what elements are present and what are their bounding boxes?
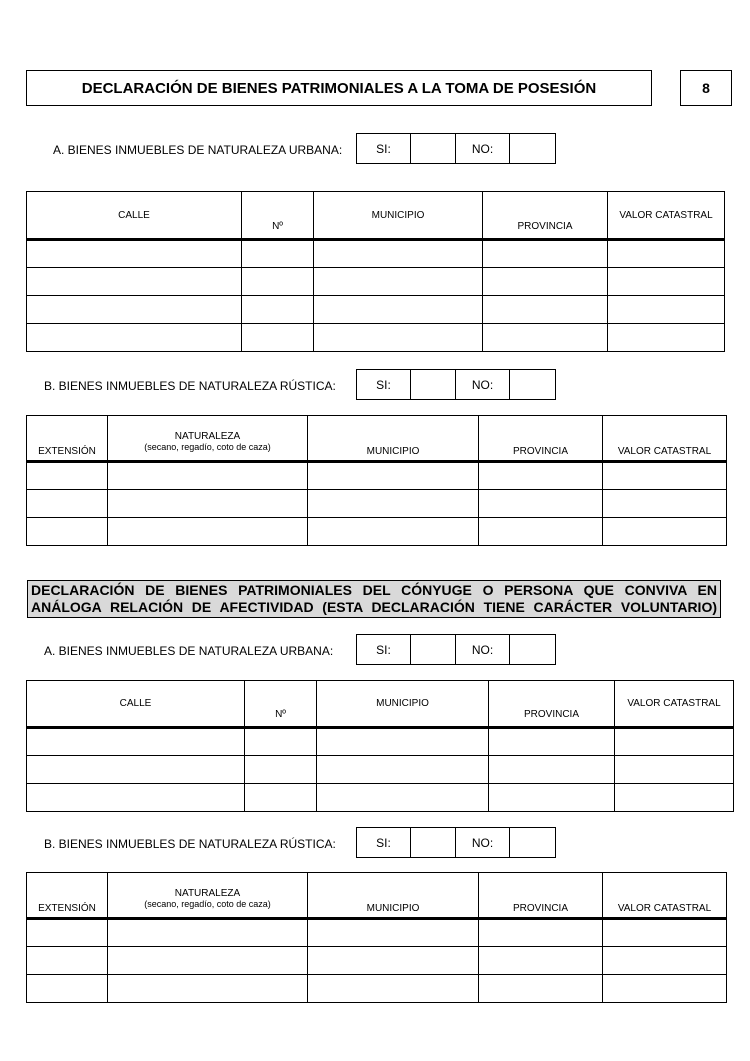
input-cell[interactable] bbox=[108, 490, 308, 518]
spouse-heading-line1: DECLARACIÓN DE BIENES PATRIMONIALES DEL CÓNYUGE O PERSONA QUE CONVIVA EN bbox=[31, 582, 717, 598]
input-cell[interactable] bbox=[608, 324, 725, 352]
no-checkbox[interactable] bbox=[510, 828, 555, 857]
input-cell[interactable] bbox=[615, 728, 734, 756]
column-header-valor-catastral: VALOR CATASTRAL bbox=[603, 873, 727, 919]
column-header-provincia: PROVINCIA bbox=[483, 192, 608, 240]
column-header-valor-catastral: VALOR CATASTRAL bbox=[608, 192, 725, 240]
column-header-municipio: MUNICIPIO bbox=[308, 416, 479, 462]
table-row bbox=[27, 324, 725, 352]
column-header-extension: EXTENSIÓN bbox=[27, 873, 108, 919]
table-row bbox=[27, 919, 727, 947]
input-cell[interactable] bbox=[483, 268, 608, 296]
no-label: NO: bbox=[456, 370, 510, 399]
no-checkbox[interactable] bbox=[510, 635, 555, 664]
yes-label: SI: bbox=[357, 828, 411, 857]
input-cell[interactable] bbox=[245, 784, 317, 812]
input-cell[interactable] bbox=[489, 728, 615, 756]
spouse-urban-yes-no-box bbox=[356, 634, 556, 665]
spouse-rustic-yes-no-box bbox=[356, 827, 556, 858]
table-row bbox=[27, 268, 725, 296]
naturaleza-label: NATURALEZA bbox=[174, 888, 241, 899]
rustic-properties-table bbox=[26, 415, 727, 546]
input-cell[interactable] bbox=[479, 947, 603, 975]
input-cell[interactable] bbox=[245, 728, 317, 756]
no-label: NO: bbox=[456, 635, 510, 664]
input-cell[interactable] bbox=[603, 947, 727, 975]
input-cell[interactable] bbox=[242, 296, 314, 324]
urban-properties-table bbox=[26, 191, 725, 352]
input-cell[interactable] bbox=[27, 919, 108, 947]
input-cell[interactable] bbox=[317, 728, 489, 756]
input-cell[interactable] bbox=[27, 728, 245, 756]
yes-checkbox[interactable] bbox=[411, 828, 456, 857]
input-cell[interactable] bbox=[483, 324, 608, 352]
input-cell[interactable] bbox=[27, 490, 108, 518]
naturaleza-detail: (secano, regadío, coto de caza) bbox=[144, 442, 271, 452]
input-cell[interactable] bbox=[615, 756, 734, 784]
input-cell[interactable] bbox=[483, 240, 608, 268]
spouse-section-heading bbox=[27, 580, 721, 618]
input-cell[interactable] bbox=[308, 490, 479, 518]
spouse-urban-properties-table bbox=[26, 680, 734, 812]
column-header-naturaleza bbox=[108, 416, 308, 462]
spouse-rustic-section-label: B. BIENES INMUEBLES DE NATURALEZA RÚSTICA: bbox=[44, 837, 336, 851]
input-cell[interactable] bbox=[27, 756, 245, 784]
column-header-calle: CALLE bbox=[27, 681, 245, 728]
yes-label: SI: bbox=[357, 370, 411, 399]
input-cell[interactable] bbox=[608, 268, 725, 296]
spouse-rustic-properties-table bbox=[26, 872, 727, 1003]
table-row bbox=[27, 947, 727, 975]
input-cell[interactable] bbox=[308, 947, 479, 975]
input-cell[interactable] bbox=[317, 784, 489, 812]
rustic-yes-no-box bbox=[356, 369, 556, 400]
input-cell[interactable] bbox=[608, 240, 725, 268]
table-row bbox=[27, 240, 725, 268]
column-header-provincia: PROVINCIA bbox=[479, 873, 603, 919]
input-cell[interactable] bbox=[308, 462, 479, 490]
column-header-calle: CALLE bbox=[27, 192, 242, 240]
column-header-municipio: MUNICIPIO bbox=[314, 192, 483, 240]
table-row bbox=[27, 296, 725, 324]
column-header-municipio: MUNICIPIO bbox=[308, 873, 479, 919]
input-cell[interactable] bbox=[603, 975, 727, 1003]
rustic-section-label: B. BIENES INMUEBLES DE NATURALEZA RÚSTICA: bbox=[44, 379, 336, 393]
input-cell[interactable] bbox=[603, 490, 727, 518]
input-cell[interactable] bbox=[479, 919, 603, 947]
column-header-valor-catastral: VALOR CATASTRAL bbox=[615, 681, 734, 728]
no-label: NO: bbox=[456, 134, 510, 163]
input-cell[interactable] bbox=[314, 324, 483, 352]
spouse-heading-line2: ANÁLOGA RELACIÓN DE AFECTIVIDAD (ESTA DECLARACIÓN TIENE CARÁCTER VOLUNTARIO) bbox=[31, 599, 717, 615]
input-cell[interactable] bbox=[603, 462, 727, 490]
column-header-provincia: PROVINCIA bbox=[489, 681, 615, 728]
input-cell[interactable] bbox=[27, 268, 242, 296]
spouse-urban-section-label: A. BIENES INMUEBLES DE NATURALEZA URBANA: bbox=[44, 644, 334, 658]
input-cell[interactable] bbox=[242, 268, 314, 296]
input-cell[interactable] bbox=[108, 975, 308, 1003]
input-cell[interactable] bbox=[27, 975, 108, 1003]
input-cell[interactable] bbox=[314, 240, 483, 268]
yes-label: SI: bbox=[357, 635, 411, 664]
input-cell[interactable] bbox=[108, 518, 308, 546]
page-number: 8 bbox=[680, 70, 732, 106]
column-header-extension: EXTENSIÓN bbox=[27, 416, 108, 462]
input-cell[interactable] bbox=[245, 756, 317, 784]
table-row bbox=[27, 728, 734, 756]
column-header-valor-catastral: VALOR CATASTRAL bbox=[603, 416, 727, 462]
input-cell[interactable] bbox=[479, 518, 603, 546]
input-cell[interactable] bbox=[27, 947, 108, 975]
input-cell[interactable] bbox=[479, 975, 603, 1003]
column-header-numero: Nº bbox=[245, 681, 317, 728]
input-cell[interactable] bbox=[27, 296, 242, 324]
no-label: NO: bbox=[456, 828, 510, 857]
input-cell[interactable] bbox=[314, 268, 483, 296]
input-cell[interactable] bbox=[483, 296, 608, 324]
naturaleza-detail: (secano, regadío, coto de caza) bbox=[144, 899, 271, 909]
yes-label: SI: bbox=[357, 134, 411, 163]
input-cell[interactable] bbox=[27, 784, 245, 812]
naturaleza-label: NATURALEZA bbox=[174, 431, 241, 442]
input-cell[interactable] bbox=[489, 784, 615, 812]
form-title: DECLARACIÓN DE BIENES PATRIMONIALES A LA TOMA DE POSESIÓN bbox=[26, 70, 652, 106]
input-cell[interactable] bbox=[317, 756, 489, 784]
column-header-numero: Nº bbox=[242, 192, 314, 240]
no-checkbox[interactable] bbox=[510, 370, 555, 399]
input-cell[interactable] bbox=[108, 462, 308, 490]
table-row bbox=[27, 462, 727, 490]
yes-checkbox[interactable] bbox=[411, 370, 456, 399]
table-row bbox=[27, 490, 727, 518]
input-cell[interactable] bbox=[27, 324, 242, 352]
input-cell[interactable] bbox=[608, 296, 725, 324]
input-cell[interactable] bbox=[108, 919, 308, 947]
input-cell[interactable] bbox=[308, 518, 479, 546]
table-row bbox=[27, 518, 727, 546]
input-cell[interactable] bbox=[27, 518, 108, 546]
input-cell[interactable] bbox=[242, 240, 314, 268]
column-header-provincia: PROVINCIA bbox=[479, 416, 603, 462]
input-cell[interactable] bbox=[242, 324, 314, 352]
input-cell[interactable] bbox=[489, 756, 615, 784]
input-cell[interactable] bbox=[27, 240, 242, 268]
input-cell[interactable] bbox=[308, 975, 479, 1003]
input-cell[interactable] bbox=[308, 919, 479, 947]
input-cell[interactable] bbox=[314, 296, 483, 324]
table-row bbox=[27, 784, 734, 812]
table-row bbox=[27, 975, 727, 1003]
column-header-municipio: MUNICIPIO bbox=[317, 681, 489, 728]
input-cell[interactable] bbox=[603, 919, 727, 947]
input-cell[interactable] bbox=[479, 462, 603, 490]
no-checkbox[interactable] bbox=[510, 134, 555, 163]
input-cell[interactable] bbox=[615, 784, 734, 812]
yes-checkbox[interactable] bbox=[411, 635, 456, 664]
input-cell[interactable] bbox=[479, 490, 603, 518]
urban-yes-no-box bbox=[356, 133, 556, 164]
input-cell[interactable] bbox=[603, 518, 727, 546]
input-cell[interactable] bbox=[27, 462, 108, 490]
yes-checkbox[interactable] bbox=[411, 134, 456, 163]
input-cell[interactable] bbox=[108, 947, 308, 975]
urban-section-label: A. BIENES INMUEBLES DE NATURALEZA URBANA: bbox=[53, 143, 343, 157]
table-row bbox=[27, 756, 734, 784]
column-header-naturaleza bbox=[108, 873, 308, 919]
